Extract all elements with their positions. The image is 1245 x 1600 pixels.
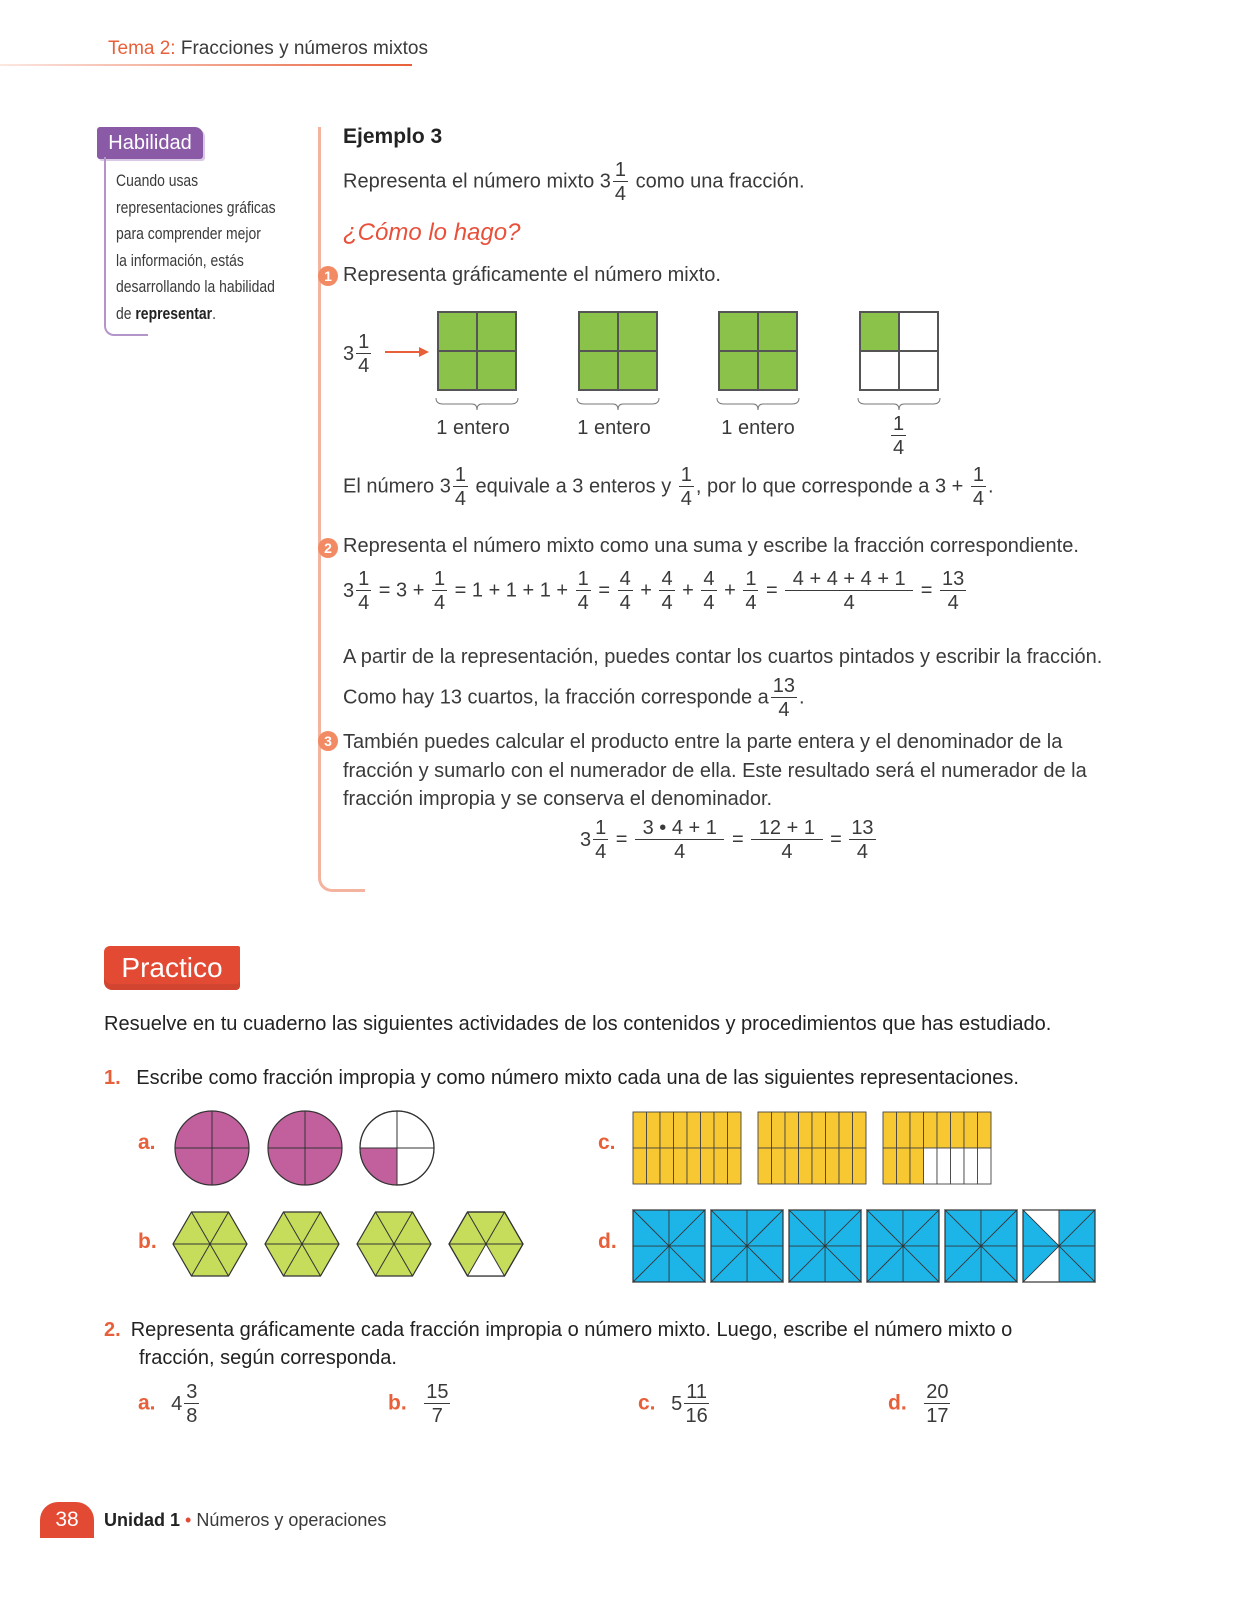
question-2-line-1: Representa gráficamente cada fracción impropia o número mixto. Luego, escribe el número mixto o [130, 1319, 1013, 1341]
eq-text-1: El número 3 [343, 475, 451, 498]
q2-letter-a: a. [138, 1391, 156, 1415]
fraction-1-4: $\frac{1}{4}$ [614, 159, 627, 205]
header-title: Fracciones y números mixtos [180, 38, 428, 59]
hexagon-partial [449, 1212, 523, 1276]
eq-text-4: . [988, 475, 994, 498]
cyan-square-3 [789, 1210, 861, 1282]
q2-a-whole: 4 [171, 1392, 183, 1415]
brace-4 [857, 397, 941, 411]
sum-equation: 3 $\frac{1}{4}$ = 3 + $\frac{1}{4}$ = 1 + 1 + 1 + $\frac{1}{4}$ = $\frac{4}{4}$ + $\frac{4}{4}$ + $\frac{4}{4}$ + $\frac{1}{4}$ = $\frac{4 + 4 + 4 + 1}{4}$ = $\frac{13}{4}$ [343, 568, 965, 614]
habilidad-prefix: de [116, 303, 136, 323]
arrow-right-icon [385, 344, 431, 360]
page-number-badge: 38 [40, 1502, 94, 1538]
item-c-letter: c. [598, 1131, 616, 1154]
footer-unit: Unidad 1 [104, 1510, 181, 1530]
habilidad-line-last [116, 301, 296, 328]
q2-item-d [888, 1382, 952, 1426]
circles-figure [172, 1108, 442, 1188]
cyan-square-5 [945, 1210, 1017, 1282]
q2-a-den: 8 [186, 1405, 198, 1427]
step-3-line: fracción impropia y se conserva el denominador. [343, 788, 773, 810]
q2-b-den: 7 [431, 1405, 443, 1427]
cyan-square-4 [867, 1210, 939, 1282]
hexagon-whole-3 [357, 1212, 431, 1276]
circle-quarter [360, 1111, 434, 1185]
statement-post: como una fracción. [635, 170, 805, 193]
habilidad-tab: Habilidad [97, 127, 203, 159]
q2-b-num: 15 [426, 1381, 449, 1403]
q2-c-den: 16 [685, 1405, 708, 1427]
brace-3 [716, 397, 800, 411]
step-2-text: Representa el número mixto como una suma y escribe la fracción correspondiente. [343, 535, 1079, 557]
item-a-letter: a. [138, 1131, 156, 1154]
habilidad-line: la información, estás [116, 250, 244, 270]
hexagon-whole-1 [173, 1212, 247, 1276]
yellow-rectangle-2 [758, 1112, 866, 1184]
entero-caption-2: 1 entero [577, 417, 651, 439]
mixed-number-label: 3 $\frac{1}{4}$ [343, 331, 370, 377]
question-2-number: 2. [104, 1319, 121, 1341]
entero-caption-1: 1 entero [436, 417, 510, 439]
whole-square-1 [437, 311, 517, 391]
product-equation: 3 $\frac{1}{4}$ = $\frac{3 • 4 + 1}{4}$ = $\frac{12 + 1}{4}$ = $\frac{13}{4}$ [580, 817, 874, 863]
paragraph-1: A partir de la representación, puedes contar los cuartos pintados y escribir la fracción. [343, 646, 1103, 668]
para2-pre: Como hay 13 cuartos, la fracción corresponde a [343, 686, 769, 709]
header-label: Tema 2: [108, 38, 176, 59]
step-2-badge: 2 [318, 538, 338, 558]
hexagon-whole-2 [265, 1212, 339, 1276]
question-2 [104, 1316, 1012, 1372]
entero-caption-3: 1 entero [721, 417, 795, 439]
example-statement [343, 160, 805, 204]
quarter-square [859, 311, 939, 391]
q2-item-c [638, 1382, 711, 1426]
habilidad-line: Cuando usas [116, 171, 199, 190]
habilidad-line: para comprender mejor [116, 224, 261, 243]
footer-separator: • [180, 1510, 197, 1530]
practico-tab: Practico [104, 946, 240, 990]
habilidad-line: desarrollando la habilidad [116, 277, 275, 296]
whole-square-2 [578, 311, 658, 391]
habilidad-bold: representar [135, 303, 213, 323]
yellow-rectangle-3 [883, 1112, 991, 1184]
eq-text-2: equivale a 3 enteros y [475, 475, 672, 498]
para2-post: . [799, 686, 805, 709]
q2-d-num: 20 [926, 1381, 949, 1403]
habilidad-suffix: . [212, 303, 216, 323]
q2-letter-b: b. [388, 1391, 407, 1415]
eq-text-3: , por lo que corresponde a 3 + [695, 475, 964, 498]
habilidad-text [116, 168, 296, 327]
como-lo-hago-heading: ¿Cómo lo hago? [343, 219, 521, 246]
q2-letter-d: d. [888, 1391, 907, 1415]
cyan-square-6 [1023, 1210, 1095, 1282]
step-3-line: fracción y sumarlo con el numerador de ella. Este resultado será el numerador de la [343, 759, 1087, 782]
paragraph-2: Como hay 13 cuartos, la fracción corresponde a $\frac{13}{4}$ . [343, 675, 805, 721]
page-header [108, 38, 428, 60]
q2-item-a [138, 1382, 201, 1426]
question-1 [104, 1067, 1019, 1090]
practico-intro: Resuelve en tu cuaderno las siguientes actividades de los contenidos y procedimientos que has estudiado. [104, 1013, 1052, 1035]
hexagons-figure [172, 1200, 528, 1290]
step-3-text [343, 728, 1087, 814]
statement-pre: Representa el número mixto 3 [343, 170, 611, 193]
habilidad-line: representaciones gráficas [116, 197, 276, 217]
step-1-text: Representa gráficamente el número mixto. [343, 264, 721, 286]
question-1-number: 1. [104, 1067, 121, 1089]
question-2-line-2: fracción, según corresponda. [139, 1347, 397, 1369]
q2-c-num: 11 [686, 1381, 707, 1403]
question-1-text: Escribe como fracción impropia y como número mixto cada una de las siguientes representaciones. [136, 1067, 1019, 1089]
circle-whole-1 [175, 1111, 249, 1185]
yellow-rectangles-figure [632, 1110, 996, 1188]
brace-1 [435, 397, 519, 411]
item-b-letter: b. [138, 1230, 157, 1253]
footer-subject: Números y operaciones [196, 1510, 387, 1530]
cyan-squares-figure [632, 1208, 1096, 1286]
header-underline [0, 64, 412, 66]
q2-a-num: 3 [186, 1381, 198, 1403]
step-3-line: También puedes calcular el producto entre la parte entera y el denominador de la [343, 731, 1063, 753]
quarter-caption: $\frac{1}{4}$ [893, 413, 905, 459]
q2-letter-c: c. [638, 1391, 656, 1415]
footer-text [104, 1510, 386, 1531]
example-title: Ejemplo 3 [343, 125, 443, 148]
step-3-badge: 3 [318, 731, 338, 751]
brace-2 [576, 397, 660, 411]
yellow-rectangle-1 [633, 1112, 741, 1184]
item-d-letter: d. [598, 1230, 617, 1253]
whole-square-3 [718, 311, 798, 391]
cyan-square-1 [633, 1210, 705, 1282]
q2-d-den: 17 [926, 1405, 949, 1427]
step-1-badge: 1 [318, 266, 338, 286]
cyan-square-2 [711, 1210, 783, 1282]
q2-item-b [388, 1382, 452, 1426]
q2-c-whole: 5 [671, 1392, 683, 1415]
equivalence-sentence: El número 3 $\frac{1}{4}$ equivale a 3 enteros y $\frac{1}{4}$ , por lo que corresponde a 3 + $\frac{1}{4}$ . [343, 464, 994, 510]
circle-whole-2 [268, 1111, 342, 1185]
